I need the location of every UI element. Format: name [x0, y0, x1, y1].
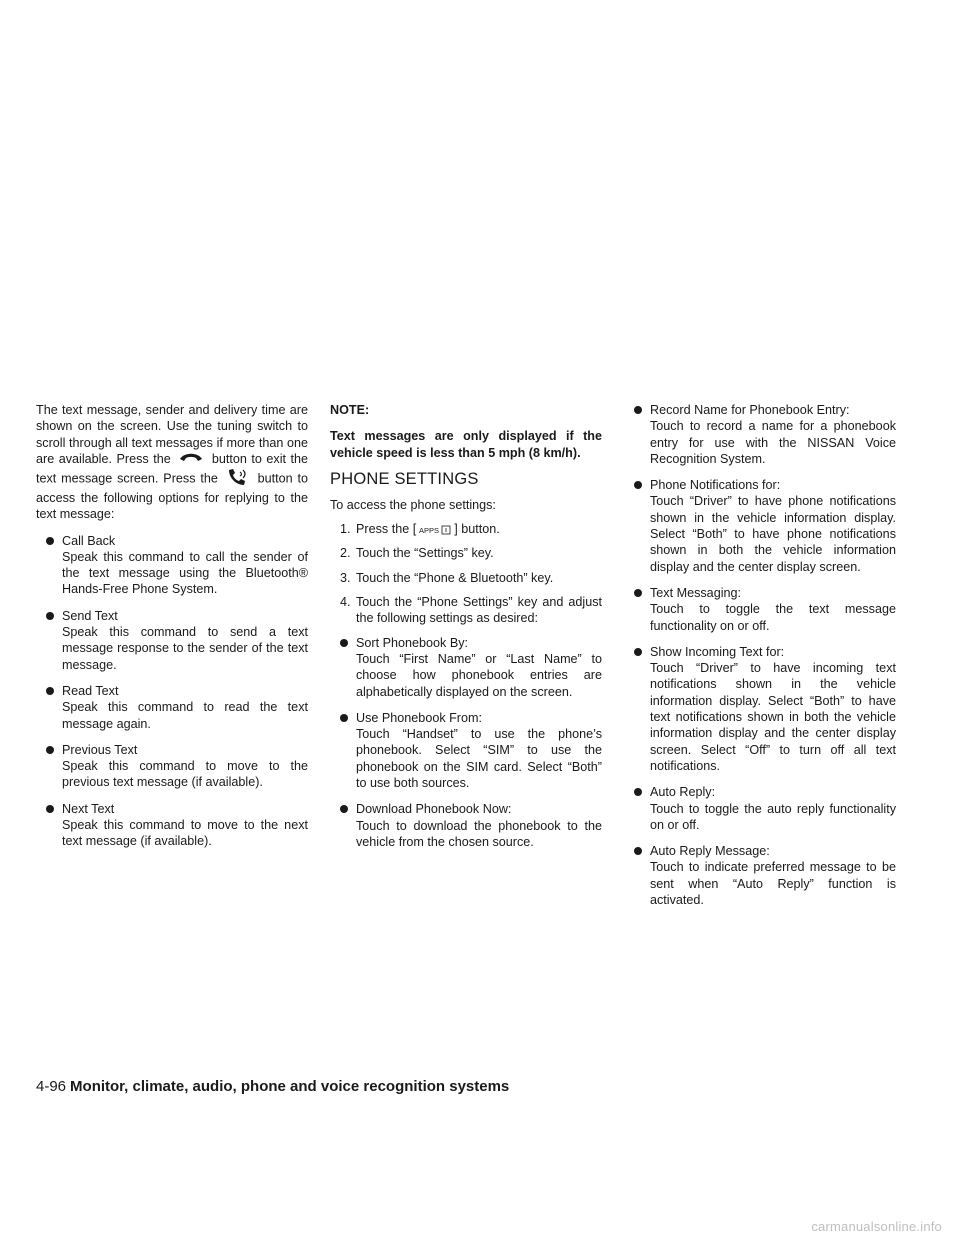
- bullet-send-text: [36, 608, 308, 673]
- watermark: carmanualsonline.info: [811, 1219, 942, 1234]
- phone-hangup-icon: [178, 451, 204, 467]
- bullet-title: Record Name for Phonebook Entry:: [650, 403, 850, 417]
- bullet-text: Touch to indicate preferred message to be sent when “Auto Reply” function is activated.: [650, 860, 896, 908]
- bullet-text: Touch to toggle the auto reply functionality on or off.: [650, 801, 896, 832]
- bullet-title: Send Text: [62, 608, 118, 623]
- bullet-dot-icon: [634, 481, 642, 489]
- step-1: [330, 521, 602, 537]
- bullet-text: Touch “Driver” to have phone notifications shown in the vehicle information display. Select “Both” to have phone notifications shown in both the vehicle information display and the center display screen.: [650, 494, 896, 574]
- bullet-dot-icon: [634, 406, 642, 414]
- bullet-text: Touch “First Name” or “Last Name” to choose how phonebook entries are alphabetically displayed on the screen.: [356, 651, 602, 699]
- apps-icon-label: APPS: [419, 525, 440, 535]
- bullet-title: Phone Notifications for:: [650, 478, 781, 493]
- intro-paragraph: [36, 402, 308, 523]
- bullet-dot-icon: [340, 805, 348, 813]
- intro-text-a: The text message, sender and delivery time are shown on the screen. Use the tuning switch to scroll through all text messages if more than one are available. Press the: [36, 403, 308, 466]
- bullet-title: Next Text: [62, 801, 115, 816]
- bullet-auto-reply: [624, 784, 896, 833]
- intro-text-c: button to access the following options for replying to the text message:: [36, 471, 308, 522]
- bullet-next-text: [36, 801, 308, 850]
- note-text: Text messages are only displayed if the vehicle speed is less than 5 mph (8 km/h).: [330, 429, 602, 460]
- bullet-dot-icon: [634, 589, 642, 597]
- apps-button-icon: [418, 525, 452, 535]
- intro-text-b: button to exit the text message screen. Press the: [36, 451, 309, 486]
- bullet-title: Auto Reply:: [650, 785, 716, 800]
- bullet-title: Download Phonebook Now:: [356, 802, 512, 817]
- bullet-title: Use Phonebook From:: [356, 710, 482, 725]
- bullet-text: Speak this command to move to the previous text message (if available).: [62, 759, 308, 790]
- bullet-previous-text: [36, 742, 308, 791]
- bullet-show-incoming-text: [624, 644, 896, 774]
- step-text: Touch the “Phone & Bluetooth” key.: [356, 570, 554, 585]
- bullet-dot-icon: [340, 639, 348, 647]
- bullet-dot-icon: [634, 648, 642, 656]
- bullet-text: Speak this command to send a text message response to the sender of the text message.: [62, 625, 308, 672]
- bullet-sort-phonebook: [330, 635, 602, 700]
- column-3: [624, 402, 896, 918]
- bullet-text: Touch to toggle the text message functionality on or off.: [650, 602, 896, 633]
- column-1: [36, 402, 308, 860]
- step-number: 1.: [340, 522, 351, 537]
- step-3: [330, 570, 602, 586]
- bullet-text: Touch “Handset” to use the phone’s phonebook. Select “SIM” to use the phonebook on the SIM card. Select “Both” to use both sources.: [356, 727, 602, 791]
- bullet-dot-icon: [46, 746, 54, 754]
- chapter-title: Monitor, climate, audio, phone and voice recognition systems: [70, 1078, 510, 1095]
- bullet-text: Speak this command to read the text message again.: [62, 700, 308, 731]
- bullet-record-name: [624, 402, 896, 467]
- voice-talk-icon: [226, 468, 250, 490]
- bullet-phone-notifications: [624, 477, 896, 575]
- bullet-title: Auto Reply Message:: [650, 844, 770, 859]
- step-text: Touch the “Settings” key.: [356, 546, 494, 561]
- step-text-pre: Press the [: [356, 522, 417, 537]
- bullet-dot-icon: [634, 847, 642, 855]
- bullet-call-back: [36, 533, 308, 598]
- bullet-title: Text Messaging:: [650, 585, 741, 600]
- bullet-dot-icon: [634, 788, 642, 796]
- bullet-text: Touch “Driver” to have incoming text notifications shown in the vehicle information display. Select “Both” to have text notifications shown in both the vehicle information display and the center display screen. Select “Off” to turn off all text notifications.: [650, 661, 896, 773]
- note-title: NOTE:: [330, 403, 370, 417]
- bullet-dot-icon: [46, 687, 54, 695]
- section-title: PHONE SETTINGS: [330, 469, 479, 488]
- bullet-dot-icon: [46, 805, 54, 813]
- bullet-text: Touch to download the phonebook to the vehicle from the chosen source.: [356, 818, 602, 849]
- step-number: 2.: [340, 546, 351, 561]
- bullet-dot-icon: [46, 537, 54, 545]
- bullet-title: Call Back: [62, 533, 116, 548]
- step-2: [330, 545, 602, 561]
- column-2: [330, 402, 602, 860]
- step-number: 4.: [340, 595, 351, 610]
- step-text: Touch the “Phone Settings” key and adjust the following settings as desired:: [356, 595, 602, 626]
- bullet-use-phonebook: [330, 710, 602, 791]
- bullet-text-messaging: [624, 585, 896, 634]
- page-number: 4-96: [36, 1078, 67, 1095]
- bullet-title: Show Incoming Text for:: [650, 644, 785, 659]
- page-footer: [36, 1078, 509, 1096]
- access-text: To access the phone settings:: [330, 497, 496, 512]
- bullet-download-phonebook: [330, 801, 602, 850]
- bullet-title: Read Text: [62, 683, 119, 698]
- bullet-read-text: [36, 683, 308, 732]
- step-number: 3.: [340, 570, 351, 585]
- bullet-title: Sort Phonebook By:: [356, 635, 469, 650]
- bullet-dot-icon: [340, 714, 348, 722]
- step-text-post: ] button.: [454, 522, 500, 537]
- bullet-auto-reply-message: [624, 843, 896, 908]
- bullet-text: Speak this command to move to the next text message (if available).: [62, 818, 308, 849]
- bullet-title: Previous Text: [62, 742, 138, 757]
- step-4: [330, 594, 602, 627]
- bullet-text: Touch to record a name for a phonebook entry for use with the NISSAN Voice Recognition System.: [650, 419, 896, 466]
- bullet-dot-icon: [46, 612, 54, 620]
- bullet-text: Speak this command to call the sender of the text message using the Bluetooth® Hands-Free Phone System.: [62, 549, 308, 597]
